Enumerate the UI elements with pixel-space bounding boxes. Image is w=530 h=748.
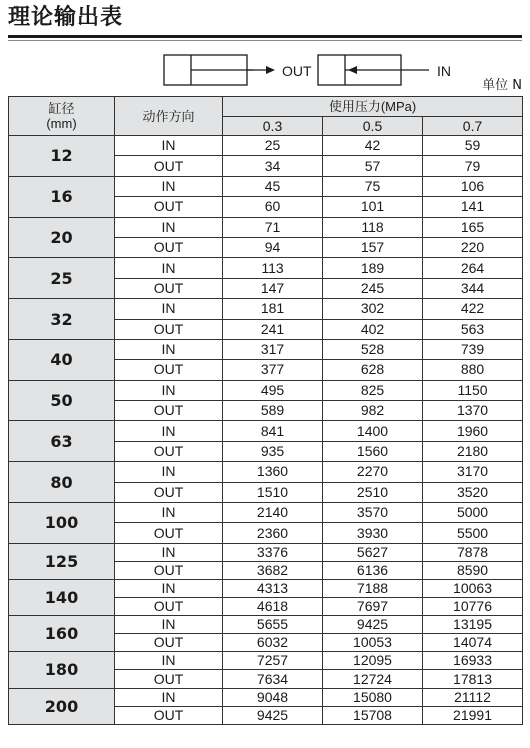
force-value-cell: 79 [423, 156, 523, 176]
bore-cell: 63 [9, 421, 115, 462]
force-value-cell: 9048 [223, 688, 323, 706]
direction-cell: OUT [115, 523, 223, 543]
bore-cell: 125 [9, 543, 115, 579]
direction-cell: IN [115, 217, 223, 237]
direction-cell: OUT [115, 670, 223, 688]
force-value-cell: 181 [223, 299, 323, 319]
direction-cell: IN [115, 299, 223, 319]
direction-cell: IN [115, 616, 223, 634]
table-row [9, 688, 523, 706]
force-value-cell: 57 [323, 156, 423, 176]
bore-cell: 40 [9, 339, 115, 380]
force-value-cell: 3170 [423, 462, 523, 482]
force-value-cell: 7878 [423, 543, 523, 561]
force-value-cell: 1150 [423, 380, 523, 400]
force-value-cell: 9425 [323, 616, 423, 634]
table-row [9, 258, 523, 278]
force-value-cell: 1370 [423, 401, 523, 421]
force-value-cell: 16933 [423, 652, 523, 670]
force-value-cell: 302 [323, 299, 423, 319]
direction-header: 动作方向 [115, 97, 223, 136]
direction-cell: OUT [115, 634, 223, 652]
direction-cell: OUT [115, 278, 223, 298]
bore-cell: 20 [9, 217, 115, 258]
force-value-cell: 10063 [423, 580, 523, 598]
force-value-cell: 628 [323, 360, 423, 380]
table-row [9, 652, 523, 670]
direction-cell: OUT [115, 360, 223, 380]
table-row [9, 462, 523, 482]
direction-cell: OUT [115, 706, 223, 724]
force-value-cell: 7188 [323, 580, 423, 598]
force-value-cell: 101 [323, 197, 423, 217]
direction-cell: IN [115, 462, 223, 482]
force-value-cell: 7697 [323, 598, 423, 616]
bore-header-label: 缸径 [48, 101, 75, 116]
force-value-cell: 1560 [323, 441, 423, 461]
force-value-cell: 1960 [423, 421, 523, 441]
force-value-cell: 935 [223, 441, 323, 461]
force-value-cell: 71 [223, 217, 323, 237]
force-value-cell: 5000 [423, 503, 523, 523]
direction-cell: OUT [115, 237, 223, 257]
bore-cell: 140 [9, 580, 115, 616]
force-value-cell: 10053 [323, 634, 423, 652]
force-value-cell: 220 [423, 237, 523, 257]
table-row [9, 380, 523, 400]
force-value-cell: 3376 [223, 543, 323, 561]
force-value-cell: 2140 [223, 503, 323, 523]
direction-cell: IN [115, 580, 223, 598]
force-table [8, 96, 523, 725]
force-value-cell: 3570 [323, 503, 423, 523]
force-value-cell: 45 [223, 176, 323, 196]
direction-cell: IN [115, 176, 223, 196]
force-value-cell: 841 [223, 421, 323, 441]
force-value-cell: 563 [423, 319, 523, 339]
force-value-cell: 147 [223, 278, 323, 298]
force-value-cell: 165 [423, 217, 523, 237]
direction-cell: OUT [115, 482, 223, 502]
force-value-cell: 75 [323, 176, 423, 196]
force-value-cell: 8590 [423, 561, 523, 579]
table-row [9, 421, 523, 441]
bore-header-unit: (mm) [46, 116, 77, 131]
direction-cell: IN [115, 503, 223, 523]
force-value-cell: 25 [223, 136, 323, 156]
force-value-cell: 241 [223, 319, 323, 339]
direction-cell: OUT [115, 319, 223, 339]
force-value-cell: 3520 [423, 482, 523, 502]
force-value-cell: 42 [323, 136, 423, 156]
bore-cell: 80 [9, 462, 115, 503]
pressure-0.3-header: 0.3 [223, 117, 323, 136]
force-value-cell: 2510 [323, 482, 423, 502]
force-value-cell: 189 [323, 258, 423, 278]
force-value-cell: 825 [323, 380, 423, 400]
force-value-cell: 739 [423, 339, 523, 359]
force-value-cell: 344 [423, 278, 523, 298]
table-row [9, 217, 523, 237]
pressure-header: 使用压力(MPa) [223, 97, 523, 117]
force-value-cell: 317 [223, 339, 323, 359]
force-value-cell: 4618 [223, 598, 323, 616]
force-value-cell: 12095 [323, 652, 423, 670]
bore-header [9, 97, 115, 136]
table-row [9, 299, 523, 319]
direction-cell: IN [115, 258, 223, 278]
title-underline [8, 35, 522, 38]
bore-cell: 32 [9, 299, 115, 340]
force-value-cell: 3682 [223, 561, 323, 579]
force-value-cell: 60 [223, 197, 323, 217]
force-value-cell: 2270 [323, 462, 423, 482]
table-row [9, 176, 523, 196]
pressure-0.5-header: 0.5 [323, 117, 423, 136]
direction-cell: IN [115, 339, 223, 359]
force-value-cell: 6032 [223, 634, 323, 652]
force-value-cell: 495 [223, 380, 323, 400]
direction-cell: IN [115, 688, 223, 706]
unit-label: 单位 N [482, 78, 522, 93]
force-value-cell: 2360 [223, 523, 323, 543]
page-title: 理论输出表 [8, 5, 124, 30]
force-value-cell: 982 [323, 401, 423, 421]
force-value-cell: 528 [323, 339, 423, 359]
table-row [9, 339, 523, 359]
force-value-cell: 106 [423, 176, 523, 196]
direction-cell: IN [115, 652, 223, 670]
bore-cell: 160 [9, 616, 115, 652]
cylinder-out-diagram [163, 54, 283, 88]
force-value-cell: 113 [223, 258, 323, 278]
bore-cell: 16 [9, 176, 115, 217]
force-value-cell: 7634 [223, 670, 323, 688]
pressure-0.7-header: 0.7 [423, 117, 523, 136]
direction-cell: OUT [115, 197, 223, 217]
in-label: IN [437, 63, 451, 79]
direction-cell: OUT [115, 561, 223, 579]
force-value-cell: 4313 [223, 580, 323, 598]
force-value-cell: 15708 [323, 706, 423, 724]
bore-cell: 25 [9, 258, 115, 299]
table-row [9, 616, 523, 634]
force-value-cell: 7257 [223, 652, 323, 670]
force-value-cell: 17813 [423, 670, 523, 688]
table-row [9, 503, 523, 523]
force-value-cell: 1400 [323, 421, 423, 441]
force-value-cell: 422 [423, 299, 523, 319]
force-value-cell: 2180 [423, 441, 523, 461]
force-value-cell: 34 [223, 156, 323, 176]
force-value-cell: 94 [223, 237, 323, 257]
direction-cell: IN [115, 136, 223, 156]
title-underline-thin [8, 40, 522, 41]
force-value-cell: 141 [423, 197, 523, 217]
force-value-cell: 21991 [423, 706, 523, 724]
force-value-cell: 589 [223, 401, 323, 421]
direction-cell: OUT [115, 598, 223, 616]
force-value-cell: 377 [223, 360, 323, 380]
direction-cell: OUT [115, 441, 223, 461]
force-value-cell: 118 [323, 217, 423, 237]
force-value-cell: 3930 [323, 523, 423, 543]
force-value-cell: 9425 [223, 706, 323, 724]
force-value-cell: 14074 [423, 634, 523, 652]
cylinder-in-diagram [317, 54, 437, 88]
direction-cell: IN [115, 421, 223, 441]
table-row [9, 136, 523, 156]
force-value-cell: 21112 [423, 688, 523, 706]
force-value-cell: 5500 [423, 523, 523, 543]
direction-cell: IN [115, 543, 223, 561]
force-value-cell: 880 [423, 360, 523, 380]
table-row [9, 543, 523, 561]
force-value-cell: 59 [423, 136, 523, 156]
bore-cell: 180 [9, 652, 115, 688]
force-value-cell: 12724 [323, 670, 423, 688]
force-value-cell: 13195 [423, 616, 523, 634]
force-value-cell: 1510 [223, 482, 323, 502]
force-value-cell: 1360 [223, 462, 323, 482]
direction-cell: IN [115, 380, 223, 400]
direction-cell: OUT [115, 401, 223, 421]
force-value-cell: 15080 [323, 688, 423, 706]
force-value-cell: 157 [323, 237, 423, 257]
bore-cell: 100 [9, 503, 115, 544]
direction-cell: OUT [115, 156, 223, 176]
bore-cell: 12 [9, 136, 115, 177]
out-label: OUT [282, 63, 312, 79]
force-value-cell: 6136 [323, 561, 423, 579]
bore-cell: 200 [9, 688, 115, 724]
force-value-cell: 264 [423, 258, 523, 278]
force-value-cell: 5627 [323, 543, 423, 561]
bore-cell: 50 [9, 380, 115, 421]
force-value-cell: 245 [323, 278, 423, 298]
force-value-cell: 5655 [223, 616, 323, 634]
force-value-cell: 402 [323, 319, 423, 339]
table-row [9, 580, 523, 598]
force-value-cell: 10776 [423, 598, 523, 616]
